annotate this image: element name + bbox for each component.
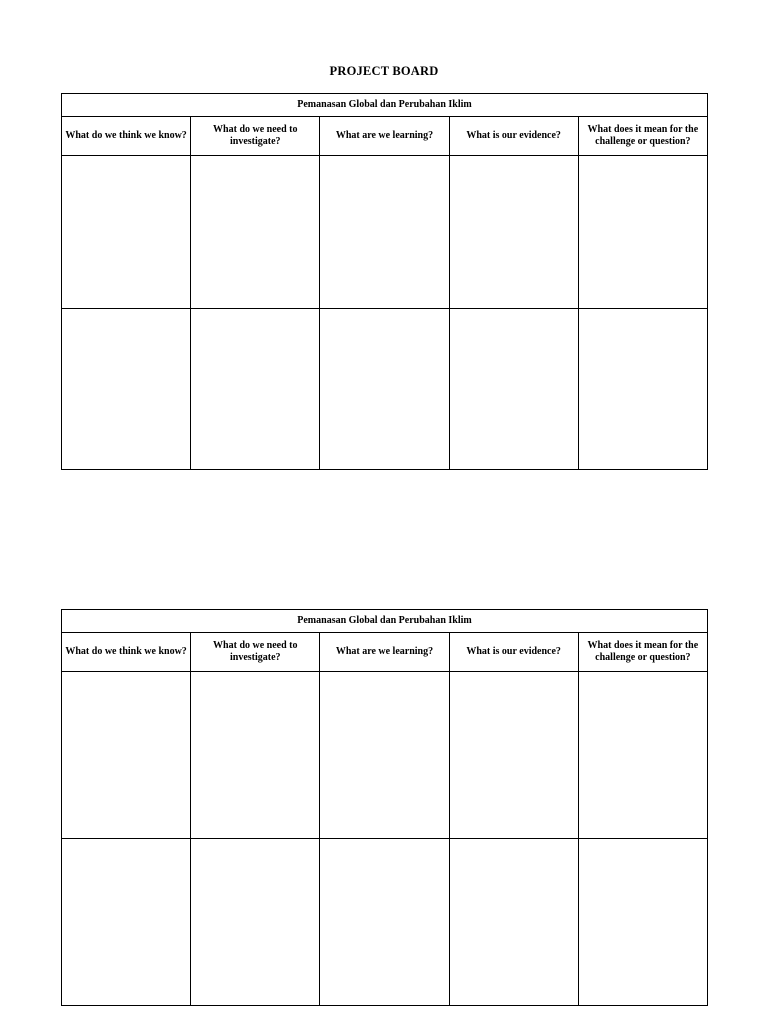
table-cell[interactable]	[449, 309, 578, 470]
table-cell[interactable]	[578, 839, 707, 1006]
project-board-table	[61, 93, 708, 470]
table-cell[interactable]	[320, 309, 449, 470]
column-header-meaning: What does it mean for the challenge or question?	[578, 117, 707, 156]
table-row	[62, 839, 708, 1006]
topic-row	[62, 94, 708, 117]
table-cell[interactable]	[449, 672, 578, 839]
topic-header: Pemanasan Global dan Perubahan Iklim	[62, 94, 708, 117]
table-row	[62, 672, 708, 839]
question-header-row	[62, 633, 708, 672]
table-cell[interactable]	[191, 839, 320, 1006]
table-cell[interactable]	[62, 309, 191, 470]
table-cell[interactable]	[62, 839, 191, 1006]
table-cell[interactable]	[191, 672, 320, 839]
table-cell[interactable]	[320, 672, 449, 839]
question-header-row	[62, 117, 708, 156]
table-cell[interactable]	[578, 156, 707, 309]
table-cell[interactable]	[578, 672, 707, 839]
table-cell[interactable]	[62, 672, 191, 839]
column-header-learning: What are we learning?	[320, 117, 449, 156]
table-cell[interactable]	[578, 309, 707, 470]
topic-header: Pemanasan Global dan Perubahan Iklim	[62, 610, 708, 633]
table-row	[62, 156, 708, 309]
table-cell[interactable]	[191, 156, 320, 309]
table-cell[interactable]	[449, 156, 578, 309]
table-cell[interactable]	[62, 156, 191, 309]
column-header-know: What do we think we know?	[62, 117, 191, 156]
column-header-investigate: What do we need to investigate?	[191, 117, 320, 156]
column-header-meaning: What does it mean for the challenge or question?	[578, 633, 707, 672]
table-cell[interactable]	[449, 839, 578, 1006]
column-header-evidence: What is our evidence?	[449, 633, 578, 672]
table-cell[interactable]	[320, 156, 449, 309]
table-row	[62, 309, 708, 470]
column-header-evidence: What is our evidence?	[449, 117, 578, 156]
table-cell[interactable]	[191, 309, 320, 470]
page-title: PROJECT BOARD	[329, 64, 439, 78]
table-cell[interactable]	[320, 839, 449, 1006]
project-board-table	[61, 609, 708, 1006]
column-header-learning: What are we learning?	[320, 633, 449, 672]
topic-row	[62, 610, 708, 633]
column-header-investigate: What do we need to investigate?	[191, 633, 320, 672]
column-header-know: What do we think we know?	[62, 633, 191, 672]
